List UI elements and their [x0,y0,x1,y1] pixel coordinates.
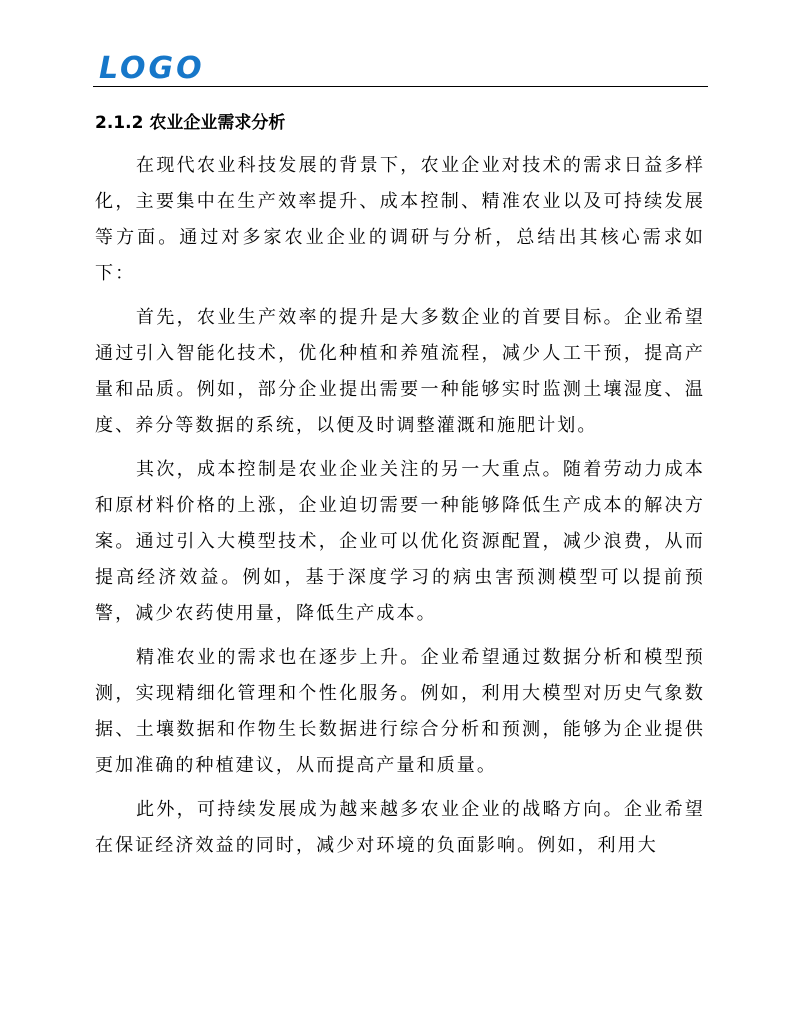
header-divider [93,86,708,87]
paragraph-intro: 在现代农业科技发展的背景下，农业企业对技术的需求日益多样化，主要集中在生产效率提升、成本控制、精准农业以及可持续发展等方面。通过对多家农业企业的调研与分析，总结出其核心需求如下： [95,155,705,284]
logo: LOGO [99,51,205,86]
document-body [95,112,705,872]
paragraph-precision-agriculture: 精准农业的需求也在逐步上升。企业希望通过数据分析和模型预测，实现精细化管理和个性化服务。例如，利用大模型对历史气象数据、土壤数据和作物生长数据进行综合分析和预测，能够为企业提供更加准确的种植建议，从而提高产量和质量。 [95,647,705,776]
paragraph-cost-control: 其次，成本控制是农业企业关注的另一大重点。随着劳动力成本和原材料价格的上涨，企业迫切需要一种能够降低生产成本的解决方案。通过引入大模型技术，企业可以优化资源配置，减少浪费，从而提高经济效益。例如，基于深度学习的病虫害预测模型可以提前预警，减少农药使用量，降低生产成本。 [95,459,705,624]
section-title: 2.1.2 农业企业需求分析 [95,113,286,133]
paragraph-efficiency: 首先，农业生产效率的提升是大多数企业的首要目标。企业希望通过引入智能化技术，优化种植和养殖流程，减少人工干预，提高产量和品质。例如，部分企业提出需要一种能够实时监测土壤湿度、温度、养分等数据的系统，以便及时调整灌溉和施肥计划。 [95,307,705,436]
paragraph-sustainability: 此外，可持续发展成为越来越多农业企业的战略方向。企业希望在保证经济效益的同时，减少对环境的负面影响。例如，利用大 [95,799,705,856]
page-header [93,48,708,88]
